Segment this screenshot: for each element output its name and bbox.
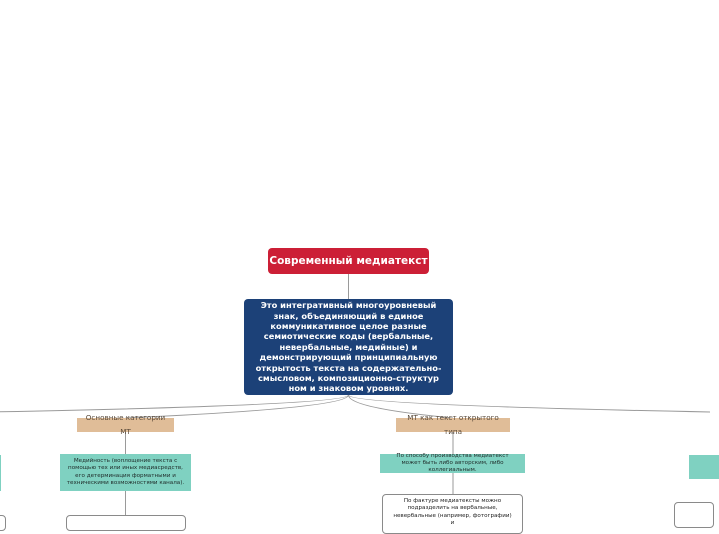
subtopic-production-method-text: По способу производства медиатекст может быть либо авторским, либо коллегиальным. <box>396 452 509 474</box>
subtopic-mediality-text: Медийность (воплощение текста с помощью тех или иных медиасредств, его детерминация форматными и техническими возможностями канала). <box>66 458 185 486</box>
subtopic-mediality[interactable] <box>60 454 191 491</box>
root-topic-label: Современный медиатекст <box>269 255 428 267</box>
offscreen-subtopic-left[interactable] <box>0 455 1 491</box>
definition-text: Это интегративный многоуровневый знак, объединяющий в единое коммуникативное целое разные семиотические коды (вербальные, невербальные, медийные) и демонстрирующий принципиальную открытость текста на содержательно-смысловом, композиционно-структур ном и знаковом уровнях. <box>255 300 442 394</box>
root-topic[interactable] <box>268 248 429 274</box>
branch-basic-categories[interactable] <box>77 413 174 436</box>
subtopic-texture[interactable] <box>382 494 523 534</box>
branch-basic-categories-label: Основные категории МТ <box>85 413 166 436</box>
offscreen-card-right[interactable] <box>674 502 714 528</box>
branch-open-text-label: МТ как текст открытого типа <box>407 413 499 436</box>
subtopic-texture-text: По фактуре медиатексты можно подразделить на вербальные, невербальные (например, фотографии) и <box>393 498 512 527</box>
offscreen-card-left[interactable] <box>0 515 6 531</box>
branch-open-text[interactable] <box>396 413 510 436</box>
connector-definition-far-left <box>0 395 349 412</box>
connector-definition-far-right <box>349 395 711 412</box>
subtopic-production-method[interactable] <box>380 454 525 473</box>
offscreen-subtopic-right[interactable] <box>689 455 719 479</box>
definition-topic[interactable] <box>244 299 453 395</box>
subtopic-left-card[interactable] <box>66 515 186 531</box>
